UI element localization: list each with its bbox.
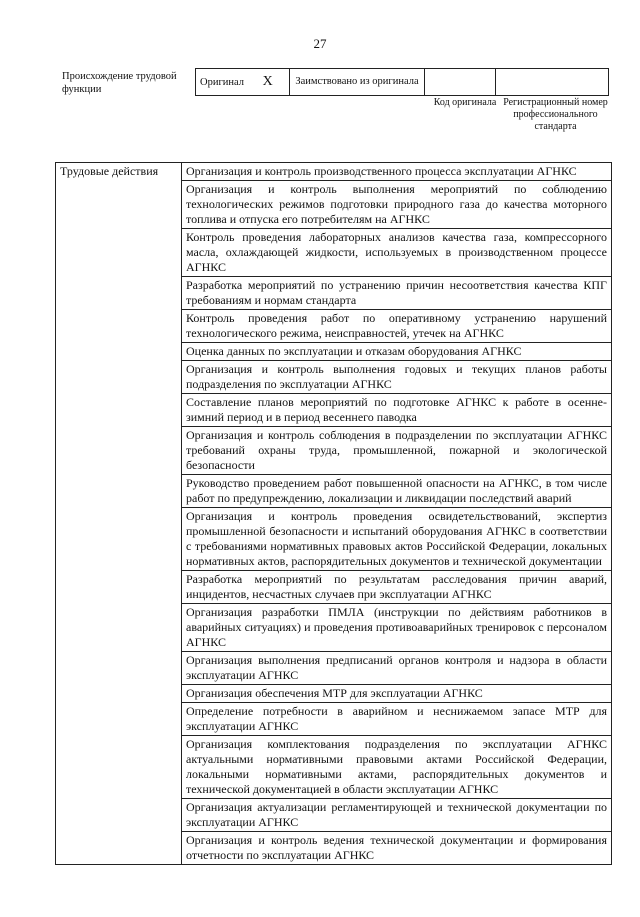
labor-action-item: Организация разработки ПМЛА (инструкции по действиям работников в аварийных ситуациях) и проведения противоаварийных тренировок с персоналом АГНКС [182,604,612,652]
labor-action-item: Контроль проведения работ по оперативному устранению нарушений технологического режима, неисправностей, утечек на АГНКС [182,310,612,343]
origin-original-label: Оригинал [200,76,244,88]
labor-action-item: Организация актуализации регламентирующей и технической документации по эксплуатации АГНКС [182,799,612,832]
labor-action-item: Организация и контроль выполнения мероприятий по соблюдению технологических режимов подготовки природного газа до качества моторного топлива и отпуска его потребителям на АГНКС [182,181,612,229]
labor-action-item: Организация и контроль выполнения годовых и текущих планов работы подразделения по эксплуатации АГНКС [182,361,612,394]
origin-borrowed-label: Заимствовано из оригинала [295,76,419,87]
labor-action-item: Организация и контроль соблюдения в подразделении по эксплуатации АГНКС требований охраны труда, промышленной, пожарной и экологической безопасности [182,427,612,475]
labor-action-item: Организация и контроль проведения освидетельствований, экспертиз промышленной безопасности и испытаний оборудования АГНКС в соответствии с требованиями нормативных правовых актов Российской Федерации, локальных нормативных актов, распорядительных документов и технической документации [182,508,612,571]
labor-action-item: Составление планов мероприятий по подготовке АГНКС к работе в осенне-зимний период и в период весеннего паводка [182,394,612,427]
page-number: 27 [313,36,327,51]
labor-action-item: Руководство проведением работ повышенной опасности на АГНКС, в том числе работ по предупреждению, локализации и ликвидации последствий аварий [182,475,612,508]
table-row [56,163,612,181]
origin-code-cell [425,69,496,96]
origin-original-cell [196,69,290,96]
section-label: Трудовые действия [56,163,182,865]
origin-original-mark: X [262,73,273,89]
labor-action-item: Разработка мероприятий по результатам расследования причин аварий, инцидентов, несчастных случаев при эксплуатации АГНКС [182,571,612,604]
labor-actions-table [55,162,612,865]
reg-caption: Регистрационный номер профессионального стандарта [503,97,608,132]
labor-action-item: Организация и контроль производственного процесса эксплуатации АГНКС [182,163,612,181]
labor-action-item: Определение потребности в аварийном и неснижаемом запасе МТР для эксплуатации АГНКС [182,703,612,736]
labor-action-item: Организация обеспечения МТР для эксплуатации АГНКС [182,685,612,703]
labor-action-item: Оценка данных по эксплуатации и отказам оборудования АГНКС [182,343,612,361]
code-caption: Код оригинала [433,97,497,108]
labor-action-item: Организация и контроль ведения технической документации и формирования отчетности по эксплуатации АГНКС [182,832,612,865]
labor-action-item: Организация комплектования подразделения по эксплуатации АГНКС актуальными нормативными правовыми актами Российской Федерации, локальными нормативными актами, распорядительных документов и технической документацией в области эксплуатации АГНКС [182,736,612,799]
origin-borrowed-cell [290,69,425,96]
labor-action-item: Контроль проведения лабораторных анализов качества газа, компрессорного масла, охлаждающей жидкости, используемых в производственном процессе АГНКС [182,229,612,277]
origin-table [195,68,609,96]
labor-action-item: Разработка мероприятий по устранению причин несоответствия качества КПГ требованиям и нормам стандарта [182,277,612,310]
origin-reg-cell [496,69,609,96]
labor-action-item: Организация выполнения предписаний органов контроля и надзора в области эксплуатации АГНКС [182,652,612,685]
origin-label: Происхождение трудовой функции [62,71,177,95]
